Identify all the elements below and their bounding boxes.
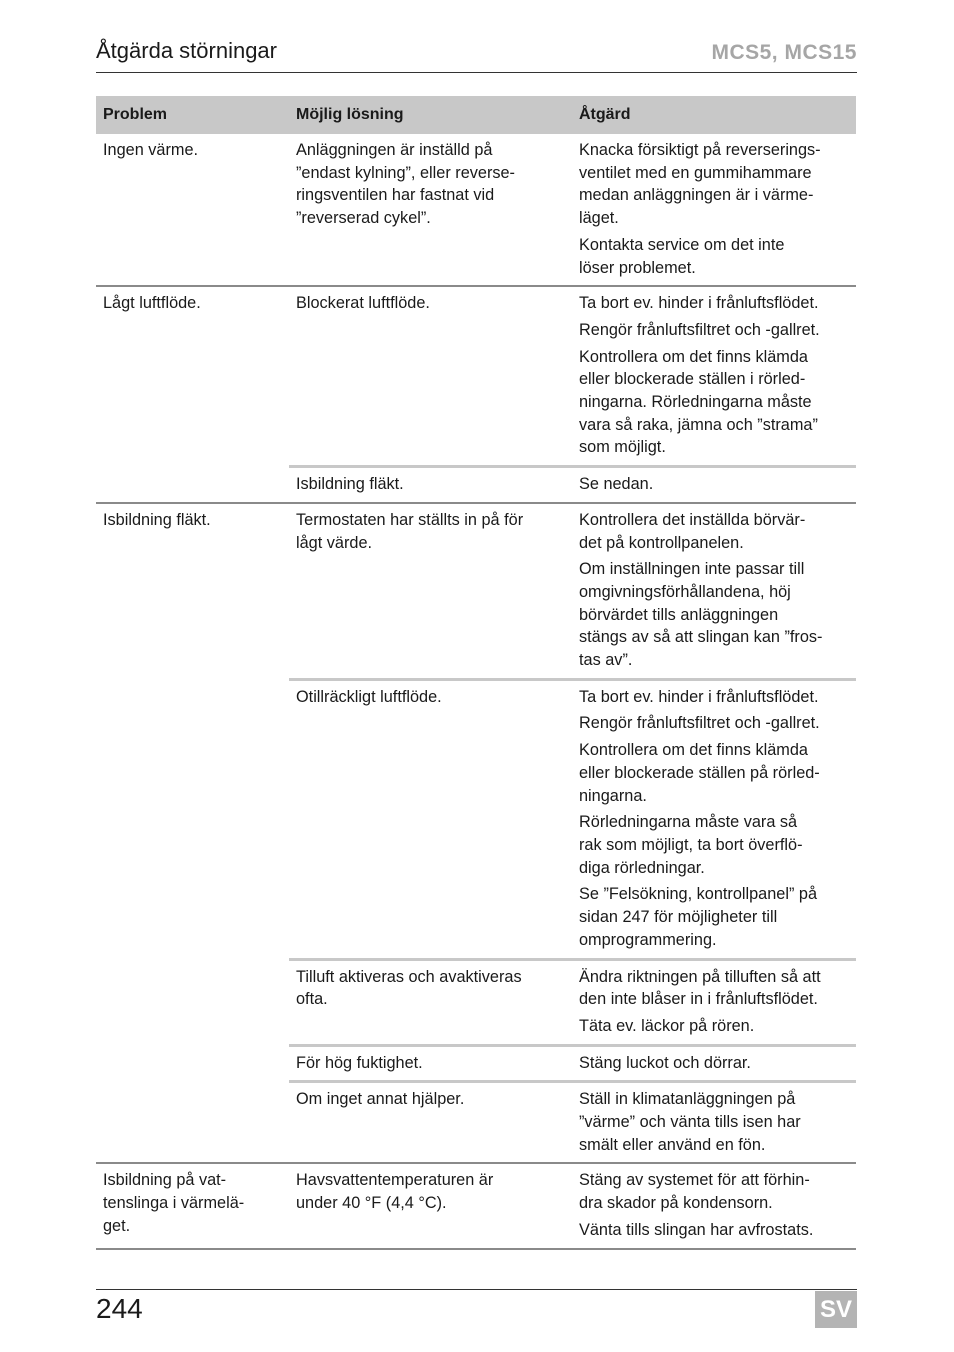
- text-line: ”värme” och vänta tills isen har: [579, 1113, 801, 1132]
- table-header-row: [96, 96, 856, 134]
- solution-cell: [289, 134, 572, 286]
- text-line: ofta.: [296, 990, 328, 1009]
- text-line: som möjligt.: [579, 438, 666, 457]
- text-line: Om inställningen inte passar till: [579, 560, 805, 579]
- text-line: eller blockerade ställen på rörled-: [579, 763, 820, 782]
- action-cell: [572, 467, 856, 503]
- action-cell: [572, 286, 856, 466]
- solution-text: [296, 292, 565, 315]
- text-line: Termostaten har ställts in på för: [296, 510, 524, 529]
- text-line: Ändra riktningen på tilluften så att: [579, 967, 821, 986]
- text-line: rak som möjligt, ta bort överflö-: [579, 835, 803, 854]
- solution-text: [296, 1052, 565, 1075]
- action-paragraph: [579, 292, 849, 315]
- text-line: Kontrollera det inställda börvär-: [579, 510, 806, 529]
- solution-cell: [289, 1163, 572, 1248]
- problem-text: [103, 292, 282, 315]
- action-paragraph: [579, 686, 849, 709]
- text-line: ningarna.: [579, 786, 647, 805]
- page-title: Åtgärda störningar: [96, 38, 277, 63]
- text-line: Täta ev. läckor på rören.: [579, 1016, 755, 1035]
- text-line: Se ”Felsökning, kontrollpanel” på: [579, 885, 818, 904]
- page-number: 244: [96, 1293, 143, 1324]
- text-line: Ta bort ev. hinder i frånluftsflödet.: [579, 687, 819, 706]
- text-line: ventilet med en gummihammare: [579, 163, 812, 182]
- text-line: diga rörledningar.: [579, 858, 705, 877]
- text-line: läget.: [579, 209, 619, 228]
- action-paragraph: [579, 1052, 849, 1075]
- text-line: omgivningsförhållandena, höj: [579, 582, 791, 601]
- text-line: Om inget annat hjälper.: [296, 1090, 465, 1109]
- text-line: dra skador på kondensorn.: [579, 1194, 773, 1213]
- text-line: Se nedan.: [579, 475, 654, 494]
- action-cell: [572, 134, 856, 286]
- text-line: Anläggningen är inställd på: [296, 141, 493, 159]
- text-line: Knacka försiktigt på reverserings-: [579, 141, 821, 159]
- action-paragraph: [579, 509, 849, 554]
- text-line: Kontrollera om det finns klämda: [579, 741, 808, 760]
- action-cell: [572, 503, 856, 679]
- text-line: Tilluft aktiveras och avaktiveras: [296, 967, 522, 986]
- action-paragraph: [579, 1169, 849, 1214]
- problem-cell: [96, 1163, 289, 1248]
- solution-text: [296, 509, 565, 554]
- problem-cell: [96, 503, 289, 1164]
- text-line: ”endast kylning”, eller reverse-: [296, 163, 515, 182]
- action-paragraph: [579, 966, 849, 1011]
- text-line: Rörledningarna måste vara så: [579, 813, 798, 832]
- footer-divider: [96, 1289, 857, 1290]
- text-line: ”reverserad cykel”.: [296, 209, 431, 228]
- text-line: Lågt luftflöde.: [103, 294, 201, 313]
- problem-cell: [96, 134, 289, 286]
- action-cell: [572, 1163, 856, 1248]
- solution-cell: [289, 1082, 572, 1164]
- action-cell: [572, 959, 856, 1045]
- solution-text: [296, 966, 565, 1011]
- text-line: Kontrollera om det finns klämda: [579, 347, 808, 366]
- text-line: sidan 247 för möjligheter till: [579, 908, 778, 927]
- action-paragraph: [579, 712, 849, 735]
- text-line: ningarna. Rörledningarna måste: [579, 393, 812, 412]
- solution-cell: [289, 467, 572, 503]
- problem-text: [103, 509, 282, 532]
- action-cell: [572, 679, 856, 959]
- action-paragraph: [579, 1088, 849, 1156]
- text-line: Ingen värme.: [103, 141, 199, 159]
- action-paragraph: [579, 139, 849, 230]
- table-row: [96, 286, 856, 466]
- text-line: ringsventilen har fastnat vid: [296, 186, 495, 205]
- text-line: eller blockerade ställen i rörled-: [579, 370, 806, 389]
- solution-cell: [289, 503, 572, 679]
- text-line: Ställ in klimatanläggningen på: [579, 1090, 796, 1109]
- action-cell: [572, 1045, 856, 1082]
- text-line: Vänta tills slingan har avfrostats.: [579, 1220, 814, 1239]
- problem-text: [103, 139, 282, 162]
- action-paragraph: [579, 739, 849, 807]
- text-line: Stäng luckot och dörrar.: [579, 1053, 751, 1072]
- text-line: vara så raka, jämna och ”strama”: [579, 415, 818, 434]
- text-line: löser problemet.: [579, 258, 696, 277]
- solution-text: [296, 473, 565, 496]
- text-line: Havsvattentemperaturen är: [296, 1171, 494, 1190]
- text-line: den inte blåser in i frånluftsflödet.: [579, 990, 818, 1009]
- solution-text: [296, 1088, 565, 1111]
- text-line: medan anläggningen är i värme-: [579, 186, 814, 205]
- text-line: Blockerat luftflöde.: [296, 294, 430, 313]
- text-line: börvärdet tills anläggningen: [579, 605, 779, 624]
- action-paragraph: [579, 883, 849, 951]
- action-paragraph: [579, 1015, 849, 1038]
- text-line: Isbildning fläkt.: [296, 475, 404, 494]
- column-header-solution: Möjlig lösning: [289, 96, 572, 134]
- solution-cell: [289, 679, 572, 959]
- text-line: omprogrammering.: [579, 930, 717, 949]
- text-line: tenslinga i värmelä-: [103, 1194, 245, 1213]
- text-line: Isbildning på vat-: [103, 1171, 227, 1190]
- table-row: [96, 1163, 856, 1248]
- text-line: under 40 °F (4,4 °C).: [296, 1194, 447, 1213]
- solution-text: [296, 686, 565, 709]
- table-row: [96, 503, 856, 679]
- action-paragraph: [579, 319, 849, 342]
- solution-text: [296, 1169, 565, 1214]
- text-line: Rengör frånluftsfiltret och -gallret.: [579, 320, 820, 339]
- troubleshooting-table: [96, 96, 856, 1250]
- solution-text: [296, 139, 565, 230]
- solution-cell: [289, 1045, 572, 1082]
- text-line: Ta bort ev. hinder i frånluftsflödet.: [579, 294, 819, 313]
- solution-cell: [289, 959, 572, 1045]
- text-line: get.: [103, 1216, 131, 1235]
- text-line: Isbildning fläkt.: [103, 510, 211, 529]
- action-cell: [572, 1082, 856, 1164]
- action-paragraph: [579, 811, 849, 879]
- action-paragraph: [579, 1219, 849, 1242]
- table-body: [96, 134, 856, 1249]
- text-line: Stäng av systemet för att förhin-: [579, 1171, 810, 1190]
- column-header-problem: Problem: [96, 96, 289, 134]
- action-paragraph: [579, 558, 849, 672]
- column-header-action: Åtgärd: [572, 96, 856, 134]
- text-line: smält eller använd en fön.: [579, 1135, 766, 1154]
- header-divider: [96, 72, 857, 73]
- model-label: MCS5, MCS15: [711, 41, 857, 64]
- problem-cell: [96, 286, 289, 503]
- action-paragraph: [579, 346, 849, 460]
- text-line: stängs av så att slingan kan ”fros-: [579, 628, 823, 647]
- text-line: Otillräckligt luftflöde.: [296, 687, 442, 706]
- text-line: tas av”.: [579, 651, 633, 670]
- action-paragraph: [579, 234, 849, 279]
- text-line: Rengör frånluftsfiltret och -gallret.: [579, 714, 820, 733]
- solution-cell: [289, 286, 572, 466]
- action-paragraph: [579, 473, 849, 496]
- text-line: För hög fuktighet.: [296, 1053, 423, 1072]
- text-line: det på kontrollpanelen.: [579, 533, 744, 552]
- language-badge: SV: [815, 1291, 857, 1328]
- text-line: lågt värde.: [296, 533, 373, 552]
- table-row: [96, 134, 856, 286]
- text-line: Kontakta service om det inte: [579, 235, 785, 254]
- problem-text: [103, 1169, 282, 1237]
